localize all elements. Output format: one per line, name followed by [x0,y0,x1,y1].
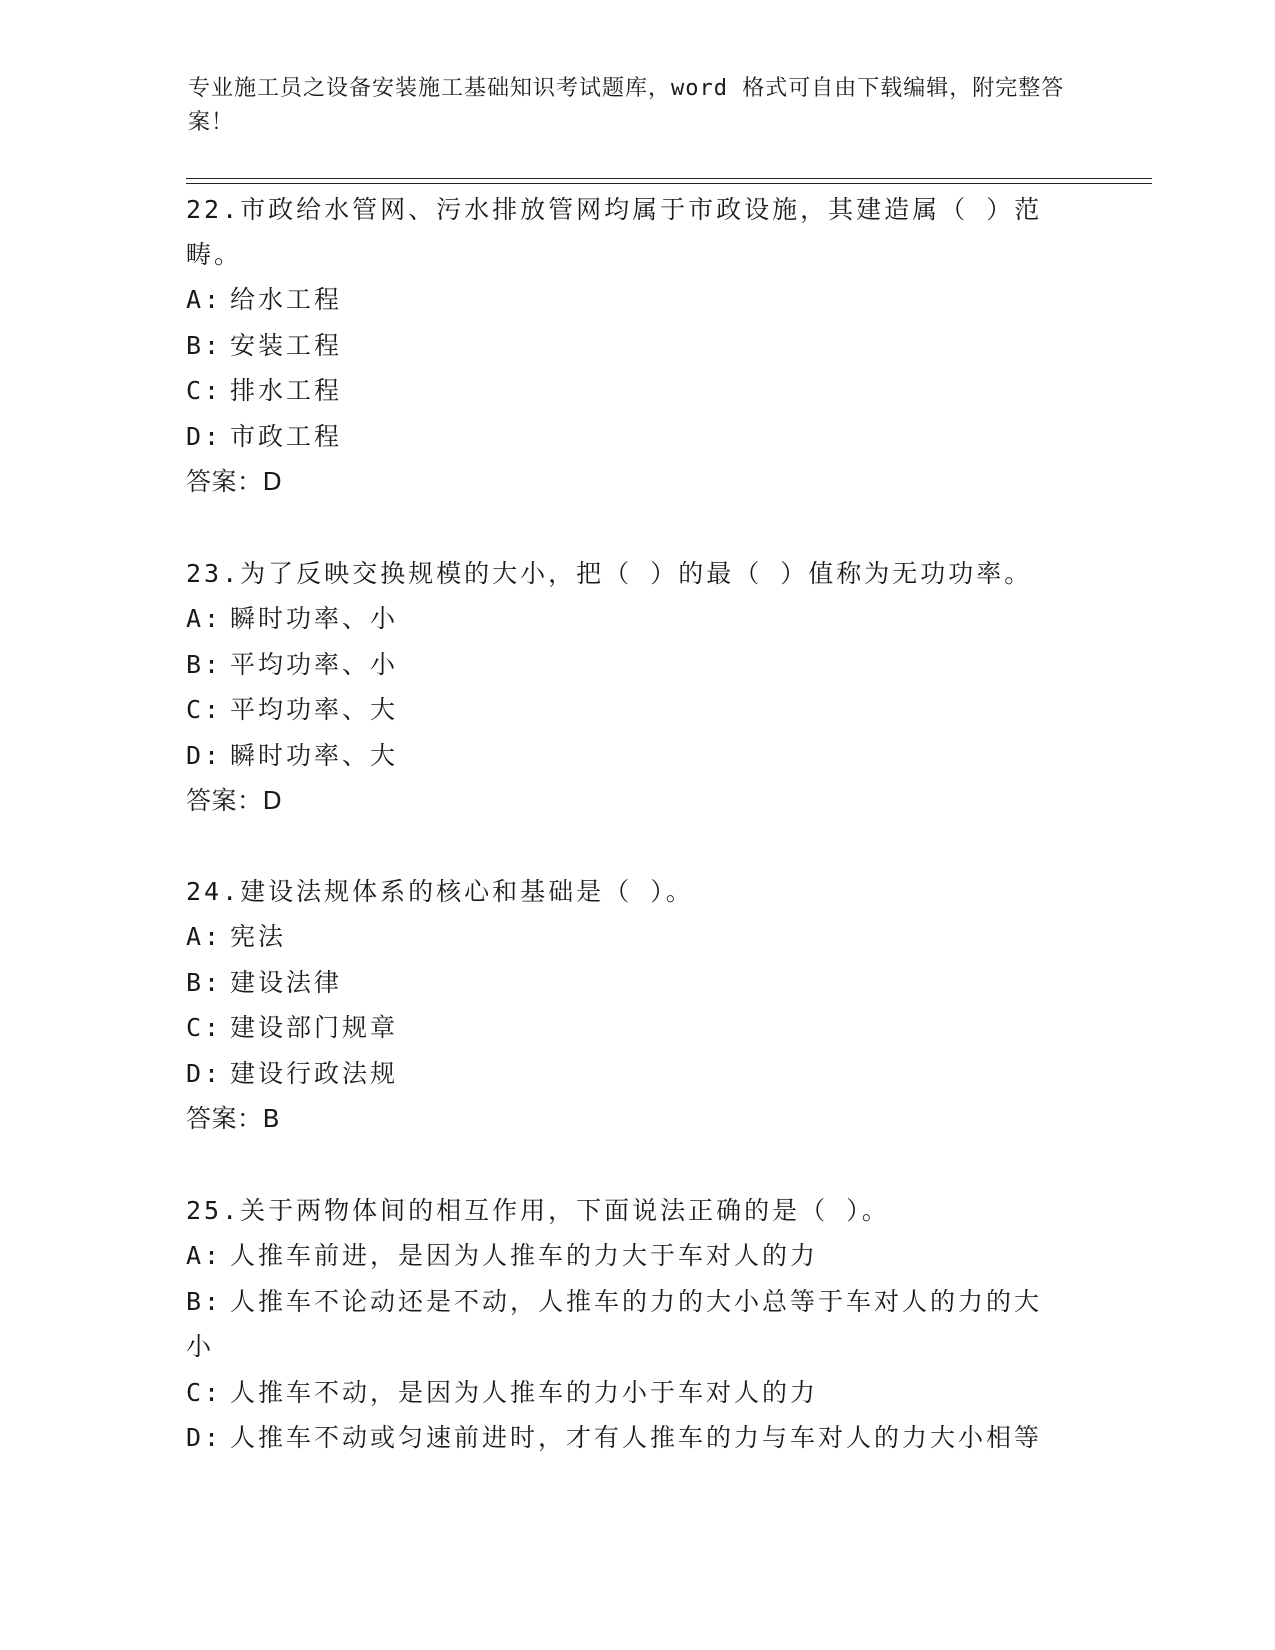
question-text: 25.关于两物体间的相互作用，下面说法正确的是（ ）。 [186,1196,890,1225]
option-text: 建设部门规章 [230,1013,399,1042]
answer-label: 答案： [186,467,263,496]
option-text: 建设法律 [230,967,343,997]
option-d [186,414,1066,460]
answer-value: D [262,467,283,496]
option-text: 安装工程 [230,330,343,360]
question-text: 23.为了反映交换规模的大小，把（ ）的最（ ）值称为无功功率。 [186,559,1033,588]
answer-label: 答案： [186,1104,263,1133]
option-letter: B: [186,649,223,679]
option-letter: D: [186,740,223,770]
document-header: 专业施工员之设备安装施工基础知识考试题库，word 格式可自由下载编辑，附完整答案！ [188,76,1065,135]
option-text: 排水工程 [230,376,343,405]
option-letter: A: [186,285,223,314]
option-b [186,323,1066,369]
option-letter: D: [186,1423,223,1452]
answer-value: D [262,786,283,815]
option-text: 建设行政法规 [230,1058,399,1088]
question-text: 24.建设法规体系的核心和基础是（ ）。 [186,877,694,906]
option-b [186,1279,1066,1370]
option-text: 平均功率、大 [230,695,399,724]
option-a [186,914,1066,960]
question-22 [186,187,1066,504]
option-c [186,1005,1066,1051]
option-letter: A: [186,922,223,951]
option-d [186,1051,1066,1097]
answer-value: B [262,1104,281,1133]
option-letter: A: [186,604,223,633]
header-divider-bottom [186,183,1152,184]
option-a [186,596,1066,642]
option-text: 人推车不论动还是不动，人推车的力的大小总等于车对人的力的大小 [186,1286,1043,1361]
option-letter: B: [186,1286,223,1316]
question-24 [186,869,1066,1141]
option-text: 平均功率、小 [230,649,399,679]
option-a [186,1233,1066,1279]
option-letter: A: [186,1241,223,1270]
question-23 [186,551,1066,823]
option-c [186,1370,1066,1416]
option-c [186,368,1066,414]
question-25 [186,1188,1066,1461]
option-text: 人推车不动或匀速前进时，才有人推车的力与车对人的力大小相等 [230,1423,1043,1452]
header-divider-top [186,178,1152,179]
option-text: 瞬时功率、大 [230,740,399,770]
answer-line [186,459,1066,504]
option-text: 宪法 [230,922,287,951]
option-c [186,687,1066,733]
answer-line [186,1096,1066,1141]
option-text: 市政工程 [230,421,343,451]
option-text: 人推车前进，是因为人推车的力大于车对人的力 [230,1241,819,1270]
option-letter: B: [186,330,223,360]
option-letter: D: [186,1058,223,1088]
option-d [186,1415,1066,1461]
option-letter: C: [186,376,223,405]
option-text: 人推车不动，是因为人推车的力小于车对人的力 [230,1377,819,1407]
option-letter: B: [186,967,223,997]
option-b [186,960,1066,1006]
option-letter: C: [186,1013,223,1042]
option-b [186,642,1066,688]
option-letter: C: [186,695,223,724]
option-d [186,733,1066,779]
option-a [186,277,1066,323]
option-letter: C: [186,1377,223,1407]
answer-label: 答案： [186,786,263,815]
question-text: 22.市政给水管网、污水排放管网均属于市政设施，其建造属（ ）范畴。 [186,195,1043,269]
option-letter: D: [186,421,223,451]
option-text: 给水工程 [230,285,343,314]
answer-line [186,778,1066,823]
option-text: 瞬时功率、小 [230,604,399,633]
